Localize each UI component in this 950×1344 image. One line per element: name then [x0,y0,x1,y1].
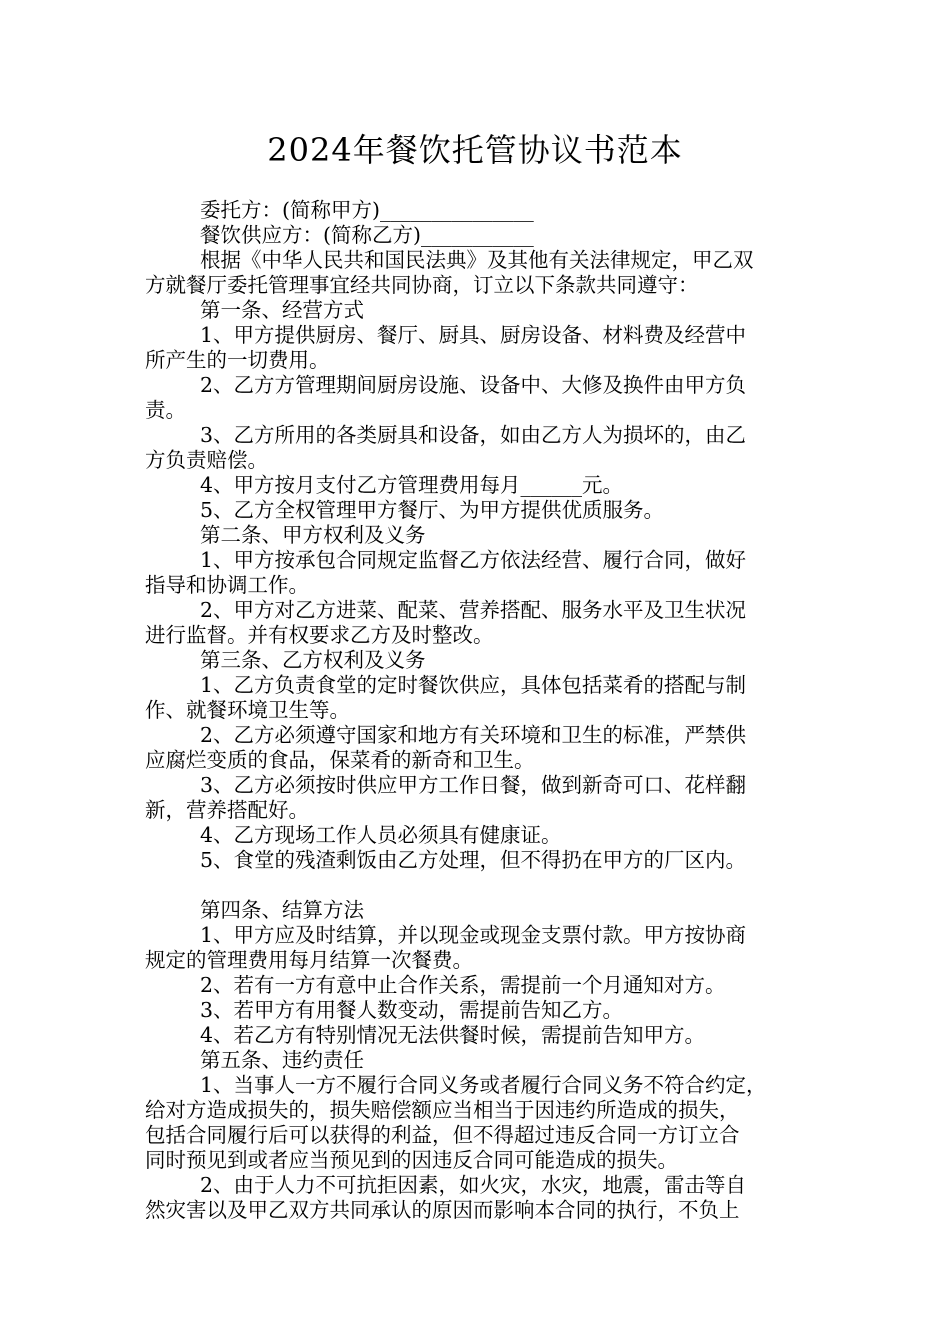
paragraph-line: 3、若甲方有用餐人数变动，需提前告知乙方。 [200,998,624,1022]
paragraph-line: 2、若有一方有意中止合作关系，需提前一个月通知对方。 [200,973,726,997]
paragraph-line: 4、若乙方有特别情况无法供餐时候，需提前告知甲方。 [200,1023,706,1047]
paragraph-line: 1、甲方按承包合同规定监督乙方依法经营、履行合同，做好 [200,548,747,572]
paragraph-line: 规定的管理费用每月结算一次餐费。 [145,948,473,972]
paragraph-line: 餐饮供应方：(简称乙方)___________ [200,223,534,247]
paragraph-line: 1、甲方应及时结算，并以现金或现金支票付款。甲方按协商 [200,923,747,947]
paragraph-line: 然灾害以及甲乙双方共同承认的原因而影响本合同的执行，不负上 [145,1198,740,1222]
paragraph-line: 第一条、经营方式 [200,298,364,322]
paragraph-line: 3、乙方所用的各类厨具和设备，如由乙方人为损坏的，由乙 [200,423,747,447]
paragraph-line: 第四条、结算方法 [200,898,364,922]
paragraph-line: 3、乙方必须按时供应甲方工作日餐，做到新奇可口、花样翻 [200,773,747,797]
paragraph-line: 5、食堂的残渣剩饭由乙方处理，但不得扔在甲方的厂区内。 [200,848,747,872]
paragraph-line: 2、甲方对乙方进菜、配菜、营养搭配、服务水平及卫生状况 [200,598,747,622]
paragraph-line: 第五条、违约责任 [200,1048,364,1072]
paragraph-line: 4、乙方现场工作人员必须具有健康证。 [200,823,562,847]
paragraph-line: 同时预见到或者应当预见到的因违反合同可能造成的损失。 [145,1148,678,1172]
paragraph-line: 1、当事人一方不履行合同义务或者履行合同义务不符合约定， [200,1073,767,1097]
document-title: 2024年餐饮托管协议书范本 [267,131,683,169]
paragraph-line: 2、乙方必须遵守国家和地方有关环境和卫生的标准，严禁供 [200,723,747,747]
paragraph-line: 根据《中华人民共和国民法典》及其他有关法律规定，甲乙双 [200,248,754,272]
paragraph-line: 2、由于人力不可抗拒因素，如火灾，水灾，地震，雷击等自 [200,1173,747,1197]
paragraph-line: 1、甲方提供厨房、餐厅、厨具、厨房设备、材料费及经营中 [200,323,747,347]
paragraph-line: 新，营养搭配好。 [145,798,309,822]
paragraph-line: 应腐烂变质的食品，保菜肴的新奇和卫生。 [145,748,535,772]
paragraph-line: 1、乙方负责食堂的定时餐饮供应，具体包括菜肴的搭配与制 [200,673,747,697]
paragraph-line: 所产生的一切费用。 [145,348,330,372]
paragraph-line: 委托方：(简称甲方)_______________ [200,198,534,222]
paragraph-line: 第三条、乙方权利及义务 [200,648,426,672]
paragraph-line: 第二条、甲方权利及义务 [200,523,426,547]
document-body [145,198,825,1223]
paragraph-line: 责。 [145,398,186,422]
paragraph-line: 作、就餐环境卫生等。 [145,698,350,722]
paragraph-line: 方就餐厅委托管理事宜经共同协商，订立以下条款共同遵守： [145,273,699,297]
paragraph-line: 4、甲方按月支付乙方管理费用每月______元。 [200,473,624,497]
paragraph-line: 给对方造成损失的，损失赔偿额应当相当于因违约所造成的损失， [145,1098,740,1122]
paragraph-line [145,873,825,898]
paragraph-line: 方负责赔偿。 [145,448,268,472]
paragraph-line: 指导和协调工作。 [145,573,309,597]
paragraph-line: 5、乙方全权管理甲方餐厅、为甲方提供优质服务。 [200,498,665,522]
paragraph-line: 包括合同履行后可以获得的利益，但不得超过违反合同一方订立合 [145,1123,740,1147]
paragraph-line: 进行监督。并有权要求乙方及时整改。 [145,623,494,647]
paragraph-line: 2、乙方方管理期间厨房设施、设备中、大修及换件由甲方负 [200,373,747,397]
